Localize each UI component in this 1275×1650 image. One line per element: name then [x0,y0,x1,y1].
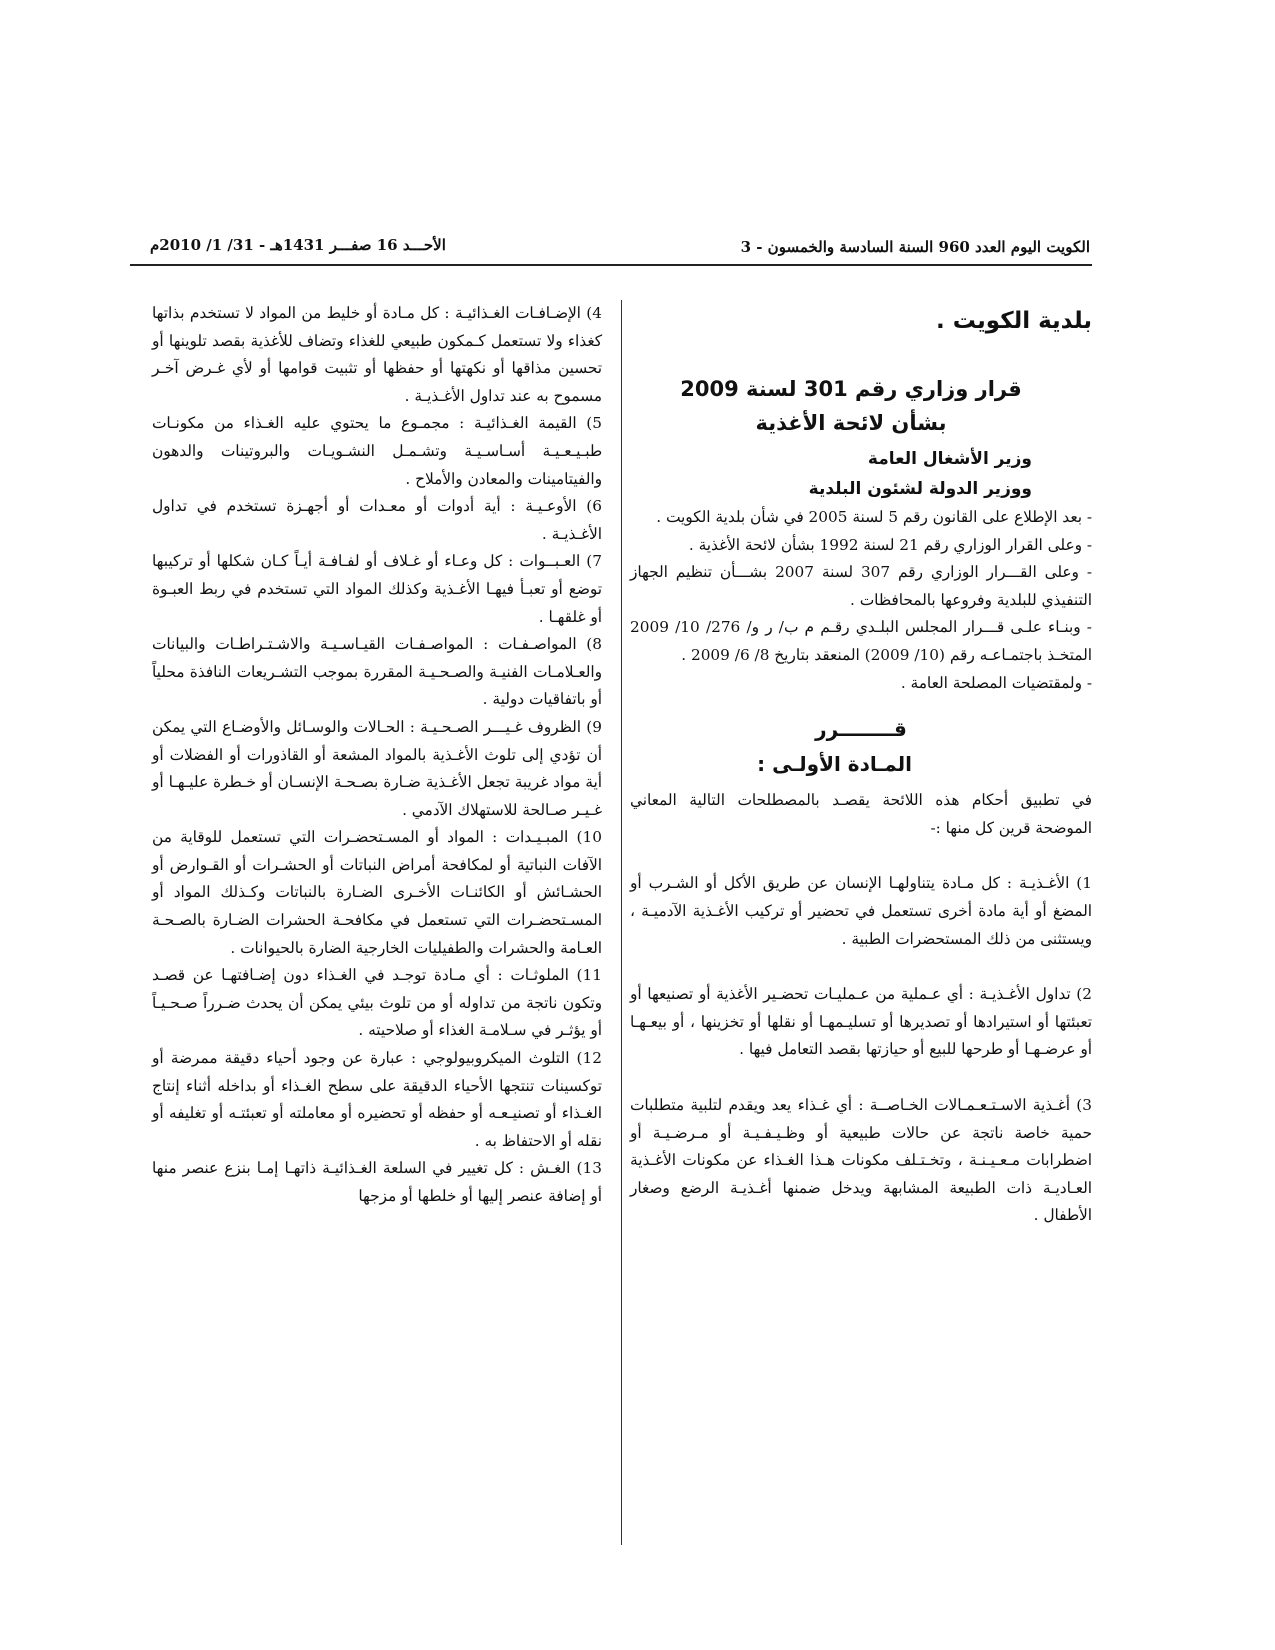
org-title: بلدية الكويت . [936,308,1092,334]
preamble-item: - بعد الإطلاع على القانون رقم 5 لسنة 2005 في شأن بلدية الكويت . [656,508,1092,526]
definition-item: 3) أغـذية الاسـتـعـمـالات الخـاصــة : أي غـذاء يعد ويقدم لتلبية متطلبات حمية خاصة ناتجة عن حالات طبيعية أو وظـيـفـيـة أو مـرضـيـة أو اضطرابات مـعـيـنـة ، وتخـتـلف مكونات هـذا الغـذاء عن مكونات الأغـذية العـاديـة ذات الطبيعة المشابهة ويدخل ضمنها أغـذيـة الرضع وصغار الأطفال . [630,1095,1092,1225]
preamble-item: - ولمقتضيات المصلحة العامة . [900,673,1092,692]
definition-item: 4) الإضـافـات الغـذائيـة : كل مـادة أو خليط من المواد لا تستخدم بذاتها كغذاء ولا تستعمل كـمكون طبيعي للغذاء وتضاف للأغذية بقصد تلوينها أو تحسين مذاقها أو نكهتها أو حفظها أو تثبيت قوامها أو لأي غـرض آخـر مسموح به عند تداول الأغـذيـة . [152,304,602,405]
issuer-minister-public-works: وزير الأشغال العامة [867,449,1032,469]
definition-item: 2) تداول الأغـذيـة : أي عـملية من عـمليـات تحضـير الأغذية أو تصنيعها أو تعبئتها أو استيرادها أو تصديرها أو تسليـمهـا أو نقلها أو تخزينها ، أو بيعـهـا أو عرضـهـا أو طرحها للبيع أو حيازتها بقصد التعامل فيها . [630,985,1092,1059]
definition-item: 10) المبـيـدات : المواد أو المسـتحضـرات التي تستعمل للوقاية من الآفات النباتية أو لمكافحة أمراض النباتات أو الحشـرات أو القـوارض أو الحشـائش أو الكائنـات الأخـرى الضـارة بالنباتات وكـذلك المواد أو المسـتحضـرات التي تستعمل في مكافحـة الحشرات الضـارة بالصـحـة العـامة والحشرات والطفيليات الخارجية الضارة بالحيوانات . [152,828,602,957]
definition-item: 12) التلوث الميكروبيولوجي : عبارة عن وجود أحياء دقيقة ممرضة أو توكسينات تنتجها الأحياء الدقيقة على سطح الغـذاء أو بداخله أثناء إنتاج الغـذاء أو تصنيـعـه أو حفظه أو تحضيره أو معاملته أو تعبئتـه أو تغليفه أو نقله أو الاحتفاظ به . [152,1049,602,1150]
decision-title: قرار وزاري رقم 301 لسنة 2009 [680,377,1022,401]
preamble-item: - وعلى القـــرار الوزاري رقم 307 لسنة 2007 بشـــأن تنظيم الجهاز التنفيذي للبلدية وفروعها بالمحافظات . [630,563,1093,609]
header-date: الأحـــد 16 صفـــر 1431هـ - 31/ 1/ 2010م [150,236,446,254]
definition-item: 5) القيمة الغـذائيـة : مجمـوع ما يحتوي عليه الغـذاء من مكونـات طبـيـعـيـة أسـاسـيـة وتشـمـل النشـويـات والبروتينات والدهون والفيتامينات والمعادن والأملاح . [152,414,602,488]
issuer-minister-municipal: ووزير الدولة لشئون البلدية [808,479,1032,499]
running-header [150,232,1090,262]
right-column [630,300,1092,1230]
article-title: المـادة الأولـى : [757,752,912,777]
decides-heading: قــــــــرر [815,717,907,742]
definition-item: 13) الغـش : كل تغيير في السلعة الغـذائيـة ذاتهـا إمـا بنزع عنصر منها أو إضافة عنصر إليها أو خلطها أو مزجها [152,1159,602,1205]
preamble-item: - وبنـاء علـى قـــرار المجلس البلـدي رقـم م ب/ ر و/ 276/ 10/ 2009 المتخـذ باجتمـاعـه رقم (10/ 2009) المنعقد بتاريخ 8/ 6/ 2009 . [630,618,1092,664]
definition-item: 1) الأغـذيـة : كل مـادة يتناولهـا الإنسان عن طريق الأكل أو الشـرب أو المضغ أو أية مادة أخرى تستعمل في تحضير أو تركيب الأغـذية الآدميـة ، ويستثنى من ذلك المستحضرات الطبية . [630,874,1092,948]
definition-item: 6) الأوعـيـة : أية أدوات أو معـدات أو أجهـزة تستخدم في تداول الأغـذيـة . [152,497,602,543]
definition-item: 7) العـبــوات : كل وعـاء أو غـلاف أو لفـافـة أيـاً كـان شكلها أو تركيبها توضع أو تعبـأ فيهـا الأغـذية وكذلك المواد التي تستخدم في ربط العبـوة أو غلقهـا . [152,552,602,626]
definition-item: 11) الملوثـات : أي مـادة توجـد في الغـذاء دون إضـافتهـا عن قصـد وتكون ناتجة من تداوله أو من تلوث بيئي يمكن أن يحدث ضـرراً صـحـيـاً أو يؤثـر في سـلامـة الغذاء أو صلاحيته . [152,966,602,1040]
decision-subject: بشأن لائحة الأغذية [755,411,947,435]
left-column [152,300,602,1211]
header-rule [130,264,1092,266]
preamble-item: - وعلى القرار الوزاري رقم 21 لسنة 1992 بشأن لائحة الأغذية . [688,535,1092,554]
definition-item: 8) المواصـفـات : المواصـفـات القيـاسـيـة والاشـتـراطـات والبيانات والعـلامـات الفنيـة والصـحـيـة المقررة بموجب التشـريعات النافذة محلياً أو باتفاقيات دولية . [152,635,602,709]
article-intro: في تطبيق أحكام هذه اللائحة يقصـد بالمصطلحات التالية المعاني الموضحة قرين كل منها :- [630,791,1092,837]
header-issue-info: الكويت اليوم العدد 960 السنة السادسة والخمسون - 3 [740,238,1090,256]
definition-item: 9) الظروف غـيـــر الصـحـيـة : الحـالات والوسـائل والأوضـاع التي يمكن أن تؤدي إلى تلوث الأغـذية بالمواد المشعة أو القاذورات أو الفضلات أو أية مواد غريبة تجعل الأغـذية ضـارة بصـحـة الإنسـان أو خـطرة عليـهـا أو غـيـر صـالحة للاستهلاك الآدمي . [152,717,602,819]
column-divider [621,300,622,1545]
